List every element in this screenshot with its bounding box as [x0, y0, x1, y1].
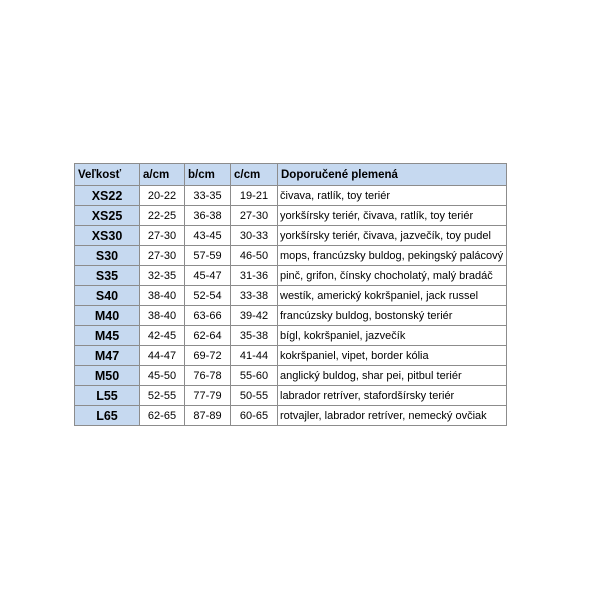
c-cm-cell: 33-38: [231, 286, 278, 306]
table-body: [75, 186, 507, 426]
b-cm-cell: 33-35: [185, 186, 231, 206]
c-cm-cell: 27-30: [231, 206, 278, 226]
c-cm-cell: 55-60: [231, 366, 278, 386]
header-recommended-breeds: Doporučené plemená: [278, 164, 507, 186]
size-cell: XS25: [75, 206, 140, 226]
c-cm-cell: 30-33: [231, 226, 278, 246]
breeds-cell: anglický buldog, shar pei, pitbul teriér: [278, 366, 507, 386]
a-cm-cell: 42-45: [140, 326, 185, 346]
b-cm-cell: 45-47: [185, 266, 231, 286]
table-row: [75, 366, 507, 386]
header-size: Veľkosť: [75, 164, 140, 186]
size-cell: M50: [75, 366, 140, 386]
c-cm-cell: 39-42: [231, 306, 278, 326]
table-row: [75, 306, 507, 326]
table-row: [75, 326, 507, 346]
breeds-cell: yorkšírsky teriér, čivava, ratlík, toy teriér: [278, 206, 507, 226]
size-cell: L55: [75, 386, 140, 406]
size-chart-table: [74, 163, 507, 426]
a-cm-cell: 38-40: [140, 306, 185, 326]
c-cm-cell: 50-55: [231, 386, 278, 406]
a-cm-cell: 32-35: [140, 266, 185, 286]
breeds-cell: yorkšírsky teriér, čivava, jazvečík, toy pudel: [278, 226, 507, 246]
size-cell: XS30: [75, 226, 140, 246]
table-row: [75, 246, 507, 266]
table-row: [75, 226, 507, 246]
table-row: [75, 346, 507, 366]
table-header-row: [75, 164, 507, 186]
c-cm-cell: 60-65: [231, 406, 278, 426]
b-cm-cell: 62-64: [185, 326, 231, 346]
breeds-cell: čivava, ratlík, toy teriér: [278, 186, 507, 206]
c-cm-cell: 19-21: [231, 186, 278, 206]
a-cm-cell: 38-40: [140, 286, 185, 306]
b-cm-cell: 69-72: [185, 346, 231, 366]
size-cell: S40: [75, 286, 140, 306]
table-row: [75, 186, 507, 206]
header-b-cm: b/cm: [185, 164, 231, 186]
size-cell: S35: [75, 266, 140, 286]
breeds-cell: rotvajler, labrador retríver, nemecký ovčiak: [278, 406, 507, 426]
header-c-cm: c/cm: [231, 164, 278, 186]
c-cm-cell: 31-36: [231, 266, 278, 286]
breeds-cell: pinč, grifon, čínsky chocholatý, malý bradáč: [278, 266, 507, 286]
size-cell: XS22: [75, 186, 140, 206]
a-cm-cell: 44-47: [140, 346, 185, 366]
b-cm-cell: 52-54: [185, 286, 231, 306]
table-row: [75, 266, 507, 286]
header-a-cm: a/cm: [140, 164, 185, 186]
b-cm-cell: 43-45: [185, 226, 231, 246]
breeds-cell: labrador retríver, stafordšírsky teriér: [278, 386, 507, 406]
a-cm-cell: 52-55: [140, 386, 185, 406]
breeds-cell: mops, francúzsky buldog, pekingský palácový: [278, 246, 507, 266]
table-row: [75, 286, 507, 306]
b-cm-cell: 36-38: [185, 206, 231, 226]
breeds-cell: westík, americký kokršpaniel, jack russel: [278, 286, 507, 306]
a-cm-cell: 27-30: [140, 226, 185, 246]
a-cm-cell: 22-25: [140, 206, 185, 226]
breeds-cell: kokršpaniel, vipet, border kólia: [278, 346, 507, 366]
a-cm-cell: 62-65: [140, 406, 185, 426]
b-cm-cell: 63-66: [185, 306, 231, 326]
a-cm-cell: 45-50: [140, 366, 185, 386]
size-cell: M40: [75, 306, 140, 326]
size-cell: L65: [75, 406, 140, 426]
size-cell: M45: [75, 326, 140, 346]
b-cm-cell: 57-59: [185, 246, 231, 266]
b-cm-cell: 87-89: [185, 406, 231, 426]
size-cell: S30: [75, 246, 140, 266]
a-cm-cell: 27-30: [140, 246, 185, 266]
breeds-cell: francúzsky buldog, bostonský teriér: [278, 306, 507, 326]
size-cell: M47: [75, 346, 140, 366]
b-cm-cell: 77-79: [185, 386, 231, 406]
b-cm-cell: 76-78: [185, 366, 231, 386]
table-row: [75, 406, 507, 426]
breeds-cell: bígl, kokršpaniel, jazvečík: [278, 326, 507, 346]
c-cm-cell: 35-38: [231, 326, 278, 346]
c-cm-cell: 46-50: [231, 246, 278, 266]
table-row: [75, 386, 507, 406]
a-cm-cell: 20-22: [140, 186, 185, 206]
table-row: [75, 206, 507, 226]
c-cm-cell: 41-44: [231, 346, 278, 366]
